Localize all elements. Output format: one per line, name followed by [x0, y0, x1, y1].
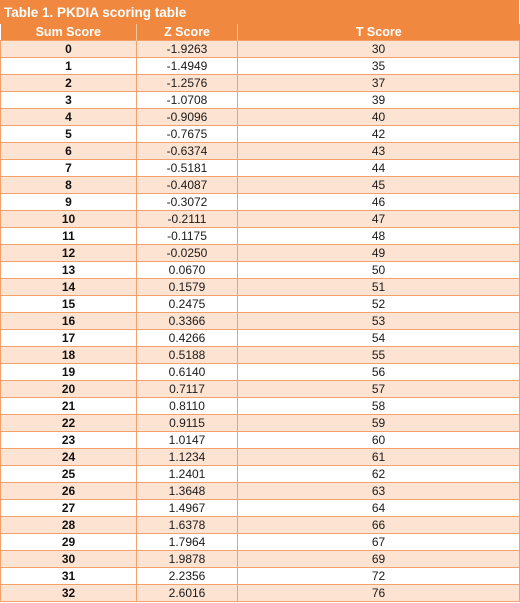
sum-score-cell: 13 [1, 262, 137, 279]
z-score-cell: -0.5181 [137, 160, 238, 177]
sum-score-cell: 0 [1, 41, 137, 58]
column-header-z-score: Z Score [137, 24, 238, 41]
sum-score-cell: 28 [1, 517, 137, 534]
z-score-cell: 0.6140 [137, 364, 238, 381]
sum-score-cell: 26 [1, 483, 137, 500]
sum-score-cell: 15 [1, 296, 137, 313]
z-score-cell: 0.8110 [137, 398, 238, 415]
sum-score-cell: 9 [1, 194, 137, 211]
t-score-cell: 72 [238, 568, 520, 585]
table-row [1, 568, 520, 585]
t-score-cell: 76 [238, 585, 520, 602]
t-score-cell: 62 [238, 466, 520, 483]
z-score-cell: -0.4087 [137, 177, 238, 194]
sum-score-cell: 18 [1, 347, 137, 364]
t-score-cell: 53 [238, 313, 520, 330]
t-score-cell: 35 [238, 58, 520, 75]
t-score-cell: 54 [238, 330, 520, 347]
table-row [1, 58, 520, 75]
table-row [1, 398, 520, 415]
t-score-cell: 64 [238, 500, 520, 517]
t-score-cell: 56 [238, 364, 520, 381]
table-row [1, 211, 520, 228]
z-score-cell: 1.0147 [137, 432, 238, 449]
z-score-cell: 0.3366 [137, 313, 238, 330]
t-score-cell: 60 [238, 432, 520, 449]
sum-score-cell: 10 [1, 211, 137, 228]
sum-score-cell: 8 [1, 177, 137, 194]
table-row [1, 160, 520, 177]
z-score-cell: 0.9115 [137, 415, 238, 432]
t-score-cell: 52 [238, 296, 520, 313]
t-score-cell: 47 [238, 211, 520, 228]
table-row [1, 143, 520, 160]
table-row [1, 194, 520, 211]
z-score-cell: -0.7675 [137, 126, 238, 143]
t-score-cell: 30 [238, 41, 520, 58]
z-score-cell: 1.4967 [137, 500, 238, 517]
z-score-cell: 0.5188 [137, 347, 238, 364]
table-row [1, 500, 520, 517]
sum-score-cell: 17 [1, 330, 137, 347]
sum-score-cell: 11 [1, 228, 137, 245]
table-row [1, 517, 520, 534]
t-score-cell: 69 [238, 551, 520, 568]
table-row [1, 279, 520, 296]
column-header-sum-score: Sum Score [1, 24, 137, 41]
sum-score-cell: 12 [1, 245, 137, 262]
table-row [1, 245, 520, 262]
t-score-cell: 48 [238, 228, 520, 245]
sum-score-cell: 6 [1, 143, 137, 160]
sum-score-cell: 5 [1, 126, 137, 143]
sum-score-cell: 23 [1, 432, 137, 449]
table-row [1, 262, 520, 279]
table-row [1, 415, 520, 432]
z-score-cell: -1.2576 [137, 75, 238, 92]
z-score-cell: -0.3072 [137, 194, 238, 211]
z-score-cell: 1.9878 [137, 551, 238, 568]
table-row [1, 347, 520, 364]
sum-score-cell: 7 [1, 160, 137, 177]
table-row [1, 483, 520, 500]
z-score-cell: -0.9096 [137, 109, 238, 126]
z-score-cell: -0.2111 [137, 211, 238, 228]
table-body [1, 41, 520, 602]
sum-score-cell: 4 [1, 109, 137, 126]
z-score-cell: 2.6016 [137, 585, 238, 602]
sum-score-cell: 31 [1, 568, 137, 585]
t-score-cell: 59 [238, 415, 520, 432]
sum-score-cell: 20 [1, 381, 137, 398]
z-score-cell: 1.3648 [137, 483, 238, 500]
table-row [1, 177, 520, 194]
sum-score-cell: 14 [1, 279, 137, 296]
table-row [1, 41, 520, 58]
z-score-cell: 1.6378 [137, 517, 238, 534]
t-score-cell: 39 [238, 92, 520, 109]
t-score-cell: 45 [238, 177, 520, 194]
t-score-cell: 55 [238, 347, 520, 364]
t-score-cell: 50 [238, 262, 520, 279]
z-score-cell: 1.2401 [137, 466, 238, 483]
t-score-cell: 58 [238, 398, 520, 415]
table-header [1, 24, 520, 41]
sum-score-cell: 2 [1, 75, 137, 92]
t-score-cell: 51 [238, 279, 520, 296]
table-row [1, 330, 520, 347]
t-score-cell: 61 [238, 449, 520, 466]
table-row [1, 296, 520, 313]
table-row [1, 449, 520, 466]
sum-score-cell: 25 [1, 466, 137, 483]
z-score-cell: 0.1579 [137, 279, 238, 296]
table-row [1, 551, 520, 568]
table-row [1, 313, 520, 330]
table-row [1, 466, 520, 483]
table-row [1, 75, 520, 92]
pkdia-scoring-table [0, 24, 520, 602]
z-score-cell: 2.2356 [137, 568, 238, 585]
table-caption: Table 1. PKDIA scoring table [0, 0, 519, 24]
t-score-cell: 57 [238, 381, 520, 398]
sum-score-cell: 16 [1, 313, 137, 330]
sum-score-cell: 27 [1, 500, 137, 517]
sum-score-cell: 22 [1, 415, 137, 432]
table-row [1, 381, 520, 398]
z-score-cell: 0.0670 [137, 262, 238, 279]
sum-score-cell: 19 [1, 364, 137, 381]
z-score-cell: 0.7117 [137, 381, 238, 398]
t-score-cell: 49 [238, 245, 520, 262]
z-score-cell: 1.1234 [137, 449, 238, 466]
z-score-cell: 0.2475 [137, 296, 238, 313]
z-score-cell: 0.4266 [137, 330, 238, 347]
table-row [1, 126, 520, 143]
t-score-cell: 46 [238, 194, 520, 211]
table-row [1, 228, 520, 245]
z-score-cell: -1.0708 [137, 92, 238, 109]
column-header-t-score: T Score [238, 24, 520, 41]
sum-score-cell: 3 [1, 92, 137, 109]
t-score-cell: 67 [238, 534, 520, 551]
t-score-cell: 40 [238, 109, 520, 126]
z-score-cell: -0.6374 [137, 143, 238, 160]
z-score-cell: -1.4949 [137, 58, 238, 75]
header-row [1, 24, 520, 41]
table-row [1, 109, 520, 126]
sum-score-cell: 30 [1, 551, 137, 568]
z-score-cell: 1.7964 [137, 534, 238, 551]
sum-score-cell: 21 [1, 398, 137, 415]
table-row [1, 364, 520, 381]
t-score-cell: 44 [238, 160, 520, 177]
t-score-cell: 42 [238, 126, 520, 143]
z-score-cell: -1.9263 [137, 41, 238, 58]
t-score-cell: 63 [238, 483, 520, 500]
z-score-cell: -0.1175 [137, 228, 238, 245]
sum-score-cell: 24 [1, 449, 137, 466]
t-score-cell: 43 [238, 143, 520, 160]
table-row [1, 92, 520, 109]
table-row [1, 585, 520, 602]
table-row [1, 534, 520, 551]
sum-score-cell: 32 [1, 585, 137, 602]
t-score-cell: 66 [238, 517, 520, 534]
z-score-cell: -0.0250 [137, 245, 238, 262]
sum-score-cell: 1 [1, 58, 137, 75]
sum-score-cell: 29 [1, 534, 137, 551]
table-row [1, 432, 520, 449]
t-score-cell: 37 [238, 75, 520, 92]
